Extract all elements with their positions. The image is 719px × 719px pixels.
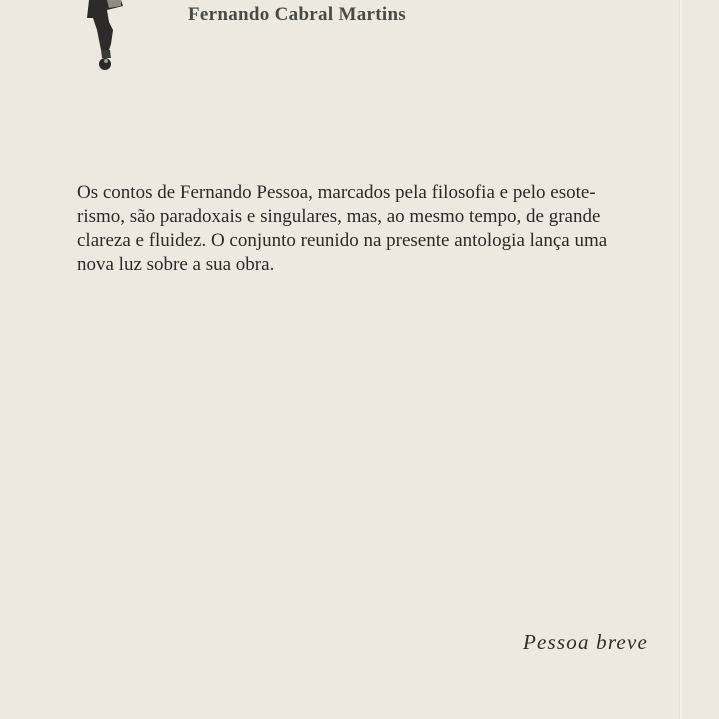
- blurb-line: Os contos de Fernando Pessoa, marcados pela filosofia e pelo esote-: [77, 182, 596, 203]
- author-name: Fernando Cabral Martins: [188, 4, 407, 25]
- blurb-line: nova luz sobre a sua obra.: [77, 254, 275, 275]
- blurb-paragraph: [77, 181, 647, 277]
- spine-fold-line: [680, 0, 682, 719]
- blurb-line: rismo, são paradoxais e singulares, mas, ao mesmo tempo, de grande: [77, 206, 601, 227]
- blurb-line: clareza e fluidez. O conjunto reunido na presente antologia lança uma: [77, 230, 608, 251]
- series-title: Pessoa breve: [523, 630, 648, 654]
- walking-figure-illustration-icon: [85, 0, 135, 72]
